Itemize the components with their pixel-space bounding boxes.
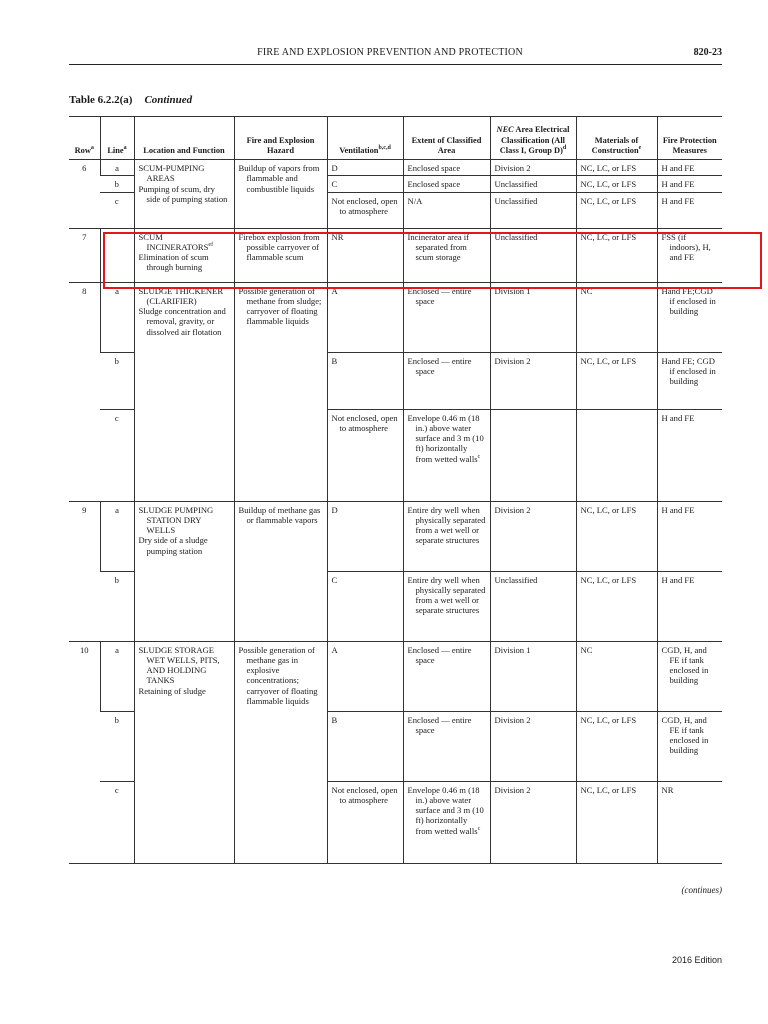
extent-text: Incinerator area if separated from scum storage — [407, 231, 470, 263]
table-continued-note: Continued — [144, 94, 193, 106]
extent-text: Enclosed — entire space — [407, 355, 472, 376]
materials-cell: NC — [576, 282, 657, 352]
col-header-row: Row$^a$ — [69, 117, 100, 160]
edition-label: 2016 Edition — [671, 955, 722, 965]
location-detail: Pumping of scum, dry side of pumping station — [138, 183, 228, 204]
location-function-cell — [134, 641, 234, 863]
extent-cell — [403, 571, 490, 641]
extent-cell — [403, 352, 490, 409]
materials-cell: NC, LC, or LFS — [576, 781, 657, 863]
nec-classification-cell: Unclassified — [490, 192, 576, 228]
extent-text: Entire dry well when physically separated from a wet well or separate structures — [407, 504, 486, 546]
row-number-cell: 8 — [69, 282, 100, 501]
fire-protection-cell — [657, 228, 722, 282]
extent-cell — [403, 711, 490, 781]
col-header-fire-protection: Fire Protection Measures — [657, 117, 722, 160]
ventilation-text: Not enclosed, open to atmosphere — [331, 784, 398, 805]
col-header-ventilation: Ventilation$^{b,c,d}$ — [327, 117, 403, 160]
location-function-cell — [134, 160, 234, 229]
ventilation-cell — [327, 352, 403, 409]
materials-cell: NC, LC, or LFS — [576, 228, 657, 282]
fire-protection-text: Hand FE;CGD if enclosed in building — [661, 285, 716, 317]
line-letter-cell: c — [100, 409, 134, 501]
fire-protection-cell — [657, 501, 722, 571]
extent-text: N/A — [407, 195, 423, 206]
ventilation-cell — [327, 781, 403, 863]
fire-protection-text: CGD, H, and FE if tank enclosed in building — [661, 714, 709, 756]
ventilation-cell — [327, 160, 403, 176]
col-header-materials: Materials of Construction$^e$ — [576, 117, 657, 160]
fire-protection-text: H and FE — [661, 195, 695, 206]
fire-protection-text: NR — [661, 784, 674, 795]
extent-cell — [403, 228, 490, 282]
row-number-cell: 6 — [69, 160, 100, 229]
nec-classification-cell — [490, 409, 576, 501]
nec-classification-cell: Unclassified — [490, 176, 576, 192]
extent-cell — [403, 781, 490, 863]
location-title: SCUM-PUMPING AREAS — [138, 163, 205, 184]
fire-protection-cell — [657, 641, 722, 711]
location-function-cell — [134, 228, 234, 282]
fire-protection-cell — [657, 282, 722, 352]
hazard-cell — [234, 160, 327, 229]
ventilation-cell — [327, 228, 403, 282]
nec-classification-cell: Division 2 — [490, 781, 576, 863]
location-detail: Sludge concentration and removal, gravity, or dissolved air flotation — [138, 306, 226, 337]
fire-protection-text: H and FE — [661, 412, 695, 423]
page-number: 820-23 — [693, 47, 722, 58]
hazard-text: Possible generation of methane from sludge; carryover of floating flammable liquids — [238, 285, 322, 327]
fire-protection-text: H and FE — [661, 179, 695, 190]
ventilation-cell — [327, 501, 403, 571]
ventilation-cell — [327, 711, 403, 781]
table-header-row — [69, 117, 722, 160]
line-letter-cell: b — [100, 571, 134, 641]
col-header-hazard: Fire and Explosion Hazard — [234, 117, 327, 160]
ventilation-cell — [327, 571, 403, 641]
nec-classification-cell: Division 2 — [490, 352, 576, 409]
running-header-title: FIRE AND EXPLOSION PREVENTION AND PROTECTION — [257, 47, 523, 58]
ventilation-cell — [327, 641, 403, 711]
hazard-text: Buildup of vapors from flammable and combustible liquids — [238, 163, 320, 194]
ventilation-cell — [327, 192, 403, 228]
extent-text: Enclosed — entire space — [407, 644, 472, 665]
materials-cell — [576, 409, 657, 501]
extent-cell — [403, 192, 490, 228]
line-letter-cell: a — [100, 160, 134, 176]
ventilation-text: C — [331, 574, 338, 585]
fire-protection-text: Hand FE; CGD if enclosed in building — [661, 355, 716, 387]
line-letter-cell: b — [100, 711, 134, 781]
fire-protection-text: H and FE — [661, 163, 695, 173]
materials-cell: NC, LC, or LFS — [576, 176, 657, 192]
line-letter-cell: c — [100, 781, 134, 863]
extent-text: Enclosed space — [407, 163, 461, 173]
extent-cell — [403, 409, 490, 501]
table-row — [69, 228, 722, 282]
ventilation-text: B — [331, 714, 338, 725]
row-number-cell: 10 — [69, 641, 100, 863]
fire-protection-cell — [657, 711, 722, 781]
location-footnote-mark: ef — [208, 242, 214, 249]
hazard-text: Buildup of methane gas or flammable vapors — [238, 504, 321, 525]
fire-protection-text: H and FE — [661, 504, 695, 515]
hazard-cell — [234, 228, 327, 282]
fire-protection-cell — [657, 571, 722, 641]
line-letter-cell: b — [100, 352, 134, 409]
fire-protection-text: FSS (if indoors), H, and FE — [661, 231, 711, 263]
table-row — [69, 282, 722, 352]
hazard-cell — [234, 641, 327, 863]
ventilation-text: D — [331, 163, 338, 173]
extent-text: Enclosed — entire space — [407, 714, 472, 735]
materials-cell: NC, LC, or LFS — [576, 501, 657, 571]
ventilation-text: A — [331, 644, 338, 655]
line-letter-cell: a — [100, 501, 134, 571]
ventilation-text: C — [331, 179, 338, 190]
ventilation-text: Not enclosed, open to atmosphere — [331, 412, 398, 433]
location-detail: Retaining of sludge — [138, 685, 206, 696]
table-body — [69, 160, 722, 864]
location-title: SLUDGE STORAGE WET WELLS, PITS, AND HOLDING TANKS — [138, 644, 220, 686]
location-title: SCUM $INCINERATORS^{ef}$ — [138, 231, 214, 252]
ventilation-text: B — [331, 355, 338, 366]
table-label: Table 6.2.2(a) — [69, 94, 133, 106]
ventilation-cell — [327, 176, 403, 192]
header-rule — [69, 64, 722, 65]
nec-classification-cell: Division 2 — [490, 711, 576, 781]
location-title: SLUDGE PUMPING STATION DRY WELLS — [138, 504, 214, 536]
table-row — [69, 641, 722, 711]
fire-protection-cell — [657, 176, 722, 192]
materials-cell: NC, LC, or LFS — [576, 711, 657, 781]
extent-cell — [403, 501, 490, 571]
location-detail: Dry side of a sludge pumping station — [138, 535, 208, 556]
fire-protection-text: CGD, H, and FE if tank enclosed in building — [661, 644, 709, 686]
col-header-location: Location and Function — [134, 117, 234, 160]
extent-cell — [403, 641, 490, 711]
extent-cell — [403, 176, 490, 192]
nec-classification-cell: Unclassified — [490, 228, 576, 282]
ventilation-text: NR — [331, 231, 344, 242]
fire-protection-cell — [657, 160, 722, 176]
col-header-nec: NEC Area Electrical Classification (All Class I, Group D)$^d$ — [490, 117, 576, 160]
line-letter-cell: b — [100, 176, 134, 192]
extent-text: Enclosed — entire space — [407, 285, 472, 306]
row-number-cell: 9 — [69, 501, 100, 641]
hazard-text: Possible generation of methane gas in explosive concentrations; carryover of floating flammable liquids — [238, 644, 318, 707]
fire-protection-cell — [657, 352, 722, 409]
continues-note: (continues) — [681, 885, 722, 895]
line-letter-cell — [100, 228, 134, 282]
extent-cell — [403, 282, 490, 352]
col-header-extent: Extent of Classified Area — [403, 117, 490, 160]
location-function-cell — [134, 501, 234, 641]
nec-classification-cell: Division 1 — [490, 282, 576, 352]
extent-text: Envelope 0.46 m (18 in.) above water surface and 3 m (10 ft) horizontally from wetted walls$^c$ — [407, 412, 484, 464]
extent-footnote-mark: c — [477, 453, 481, 460]
materials-cell: NC, LC, or LFS — [576, 571, 657, 641]
extent-footnote-mark: c — [477, 825, 481, 832]
hazard-cell — [234, 282, 327, 501]
ventilation-text: D — [331, 504, 338, 515]
location-title: SLUDGE THICKENER (CLARIFIER) — [138, 285, 224, 306]
nec-classification-cell: Division 1 — [490, 641, 576, 711]
hazard-cell — [234, 501, 327, 641]
location-function-cell — [134, 282, 234, 501]
materials-cell: NC, LC, or LFS — [576, 352, 657, 409]
row-number-cell: 7 — [69, 228, 100, 282]
materials-cell: NC, LC, or LFS — [576, 160, 657, 176]
extent-cell — [403, 160, 490, 176]
materials-cell: NC — [576, 641, 657, 711]
materials-cell: NC, LC, or LFS — [576, 192, 657, 228]
ventilation-cell — [327, 282, 403, 352]
extent-text: Entire dry well when physically separated from a wet well or separate structures — [407, 574, 486, 616]
line-letter-cell: c — [100, 192, 134, 228]
extent-text: Enclosed space — [407, 179, 461, 190]
hazard-text: Firebox explosion from possible carryover of flammable scum — [238, 231, 320, 263]
table-title — [69, 94, 192, 106]
fire-protection-text: H and FE — [661, 574, 695, 585]
ventilation-text: Not enclosed, open to atmosphere — [331, 195, 398, 216]
extent-text: Envelope 0.46 m (18 in.) above water surface and 3 m (10 ft) horizontally from wetted walls$^c$ — [407, 784, 484, 836]
nec-classification-cell: Division 2 — [490, 160, 576, 176]
nec-classification-cell: Unclassified — [490, 571, 576, 641]
fire-protection-cell — [657, 409, 722, 501]
line-letter-cell: a — [100, 641, 134, 711]
nec-classification-cell: Division 2 — [490, 501, 576, 571]
line-letter-cell: a — [100, 282, 134, 352]
col-header-line: Line$^a$ — [100, 117, 134, 160]
fire-protection-cell — [657, 192, 722, 228]
ventilation-cell — [327, 409, 403, 501]
fire-protection-cell — [657, 781, 722, 863]
location-detail: Elimination of scum through burning — [138, 252, 209, 273]
classification-table — [69, 116, 722, 864]
table-row — [69, 501, 722, 571]
table-row — [69, 160, 722, 176]
ventilation-text: A — [331, 285, 338, 296]
